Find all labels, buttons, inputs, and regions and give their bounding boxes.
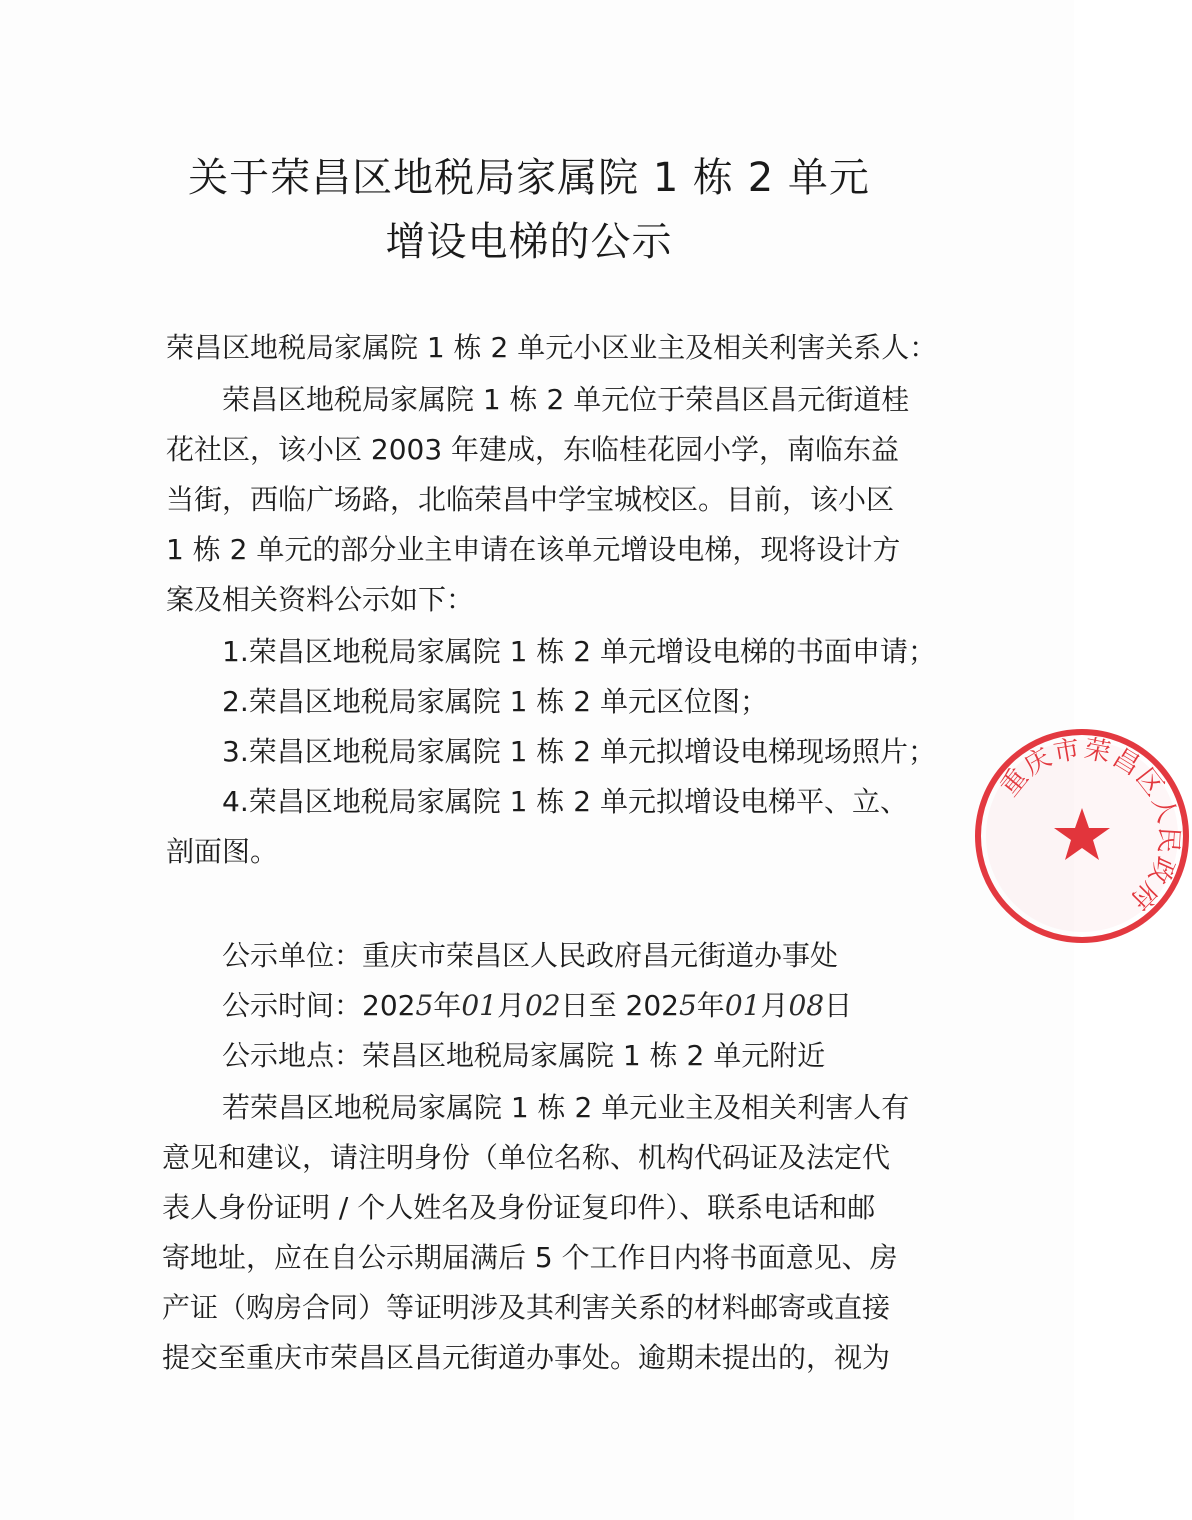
day-to-char: 日至 (560, 989, 626, 1022)
closing-line-3: 表人身份证明 / 个人姓名及身份证复印件）、联系电话和邮 (162, 1191, 876, 1224)
list-item-4: 4.荣昌区地税局家属院 1 栋 2 单元拟增设电梯平、立、 (222, 785, 908, 818)
body-line-2: 花社区，该小区 2003 年建成，东临桂花园小学，南临东益 (166, 433, 900, 466)
notice-unit: 公示单位：重庆市荣昌区人民政府昌元街道办事处 (222, 939, 839, 972)
closing-line-5: 产证（购房合同）等证明涉及其利害关系的材料邮寄或直接 (162, 1291, 891, 1324)
body-line-5: 案及相关资料公示如下： (166, 583, 475, 616)
notice-time-year2-prefix: 202 (625, 989, 679, 1022)
body-line-3: 当街，西临广场路，北临荣昌中学宝城校区。目前，该小区 (166, 483, 895, 516)
title-line-2: 增设电梯的公示 (385, 219, 673, 265)
salutation: 荣昌区地税局家属院 1 栋 2 单元小区业主及相关利害关系人： (166, 331, 938, 364)
notice-place: 公示地点：荣昌区地税局家属院 1 栋 2 单元附近 (222, 1039, 826, 1072)
closing-line-1: 若荣昌区地税局家属院 1 栋 2 单元业主及相关利害人有 (222, 1091, 910, 1124)
year-char-1: 年 (433, 989, 462, 1022)
list-item-3: 3.荣昌区地税局家属院 1 栋 2 单元拟增设电梯现场照片； (222, 735, 936, 768)
closing-line-4: 寄地址，应在自公示期届满后 5 个工作日内将书面意见、房 (162, 1241, 898, 1274)
handwritten-day2: 08 (788, 989, 825, 1022)
handwritten-year1-digit: 5 (415, 989, 434, 1022)
notice-time-label: 公示时间： (222, 989, 363, 1022)
handwritten-month1: 01 (461, 989, 497, 1022)
title-line-1: 关于荣昌区地税局家属院 1 栋 2 单元 (188, 155, 870, 201)
year-char-2: 年 (696, 989, 725, 1022)
seal-text: 重庆市荣昌区人民政府 (994, 734, 1184, 917)
body-line-1: 荣昌区地税局家属院 1 栋 2 单元位于荣昌区昌元街道桂 (222, 383, 910, 416)
month-char-1: 月 (496, 989, 525, 1022)
handwritten-month2: 01 (724, 989, 761, 1022)
notice-time (222, 988, 852, 1024)
handwritten-year2-digit: 5 (678, 989, 697, 1022)
list-item-4-continued: 剖面图。 (166, 835, 279, 868)
closing-line-6: 提交至重庆市荣昌区昌元街道办事处。逾期未提出的，视为 (162, 1341, 891, 1374)
day-char-end: 日 (824, 989, 853, 1022)
list-item-1: 1.荣昌区地税局家属院 1 栋 2 单元增设电梯的书面申请； (222, 635, 936, 668)
official-seal-stamp (972, 726, 1192, 946)
month-char-2: 月 (760, 989, 789, 1022)
body-line-4: 1 栋 2 单元的部分业主申请在该单元增设电梯，现将设计方 (166, 533, 901, 566)
closing-line-2: 意见和建议，请注明身份（单位名称、机构代码证及法定代 (162, 1141, 891, 1174)
list-item-2: 2.荣昌区地税局家属院 1 栋 2 单元区位图； (222, 685, 768, 718)
handwritten-day1: 02 (524, 989, 561, 1022)
notice-time-year1-prefix: 202 (362, 989, 416, 1022)
